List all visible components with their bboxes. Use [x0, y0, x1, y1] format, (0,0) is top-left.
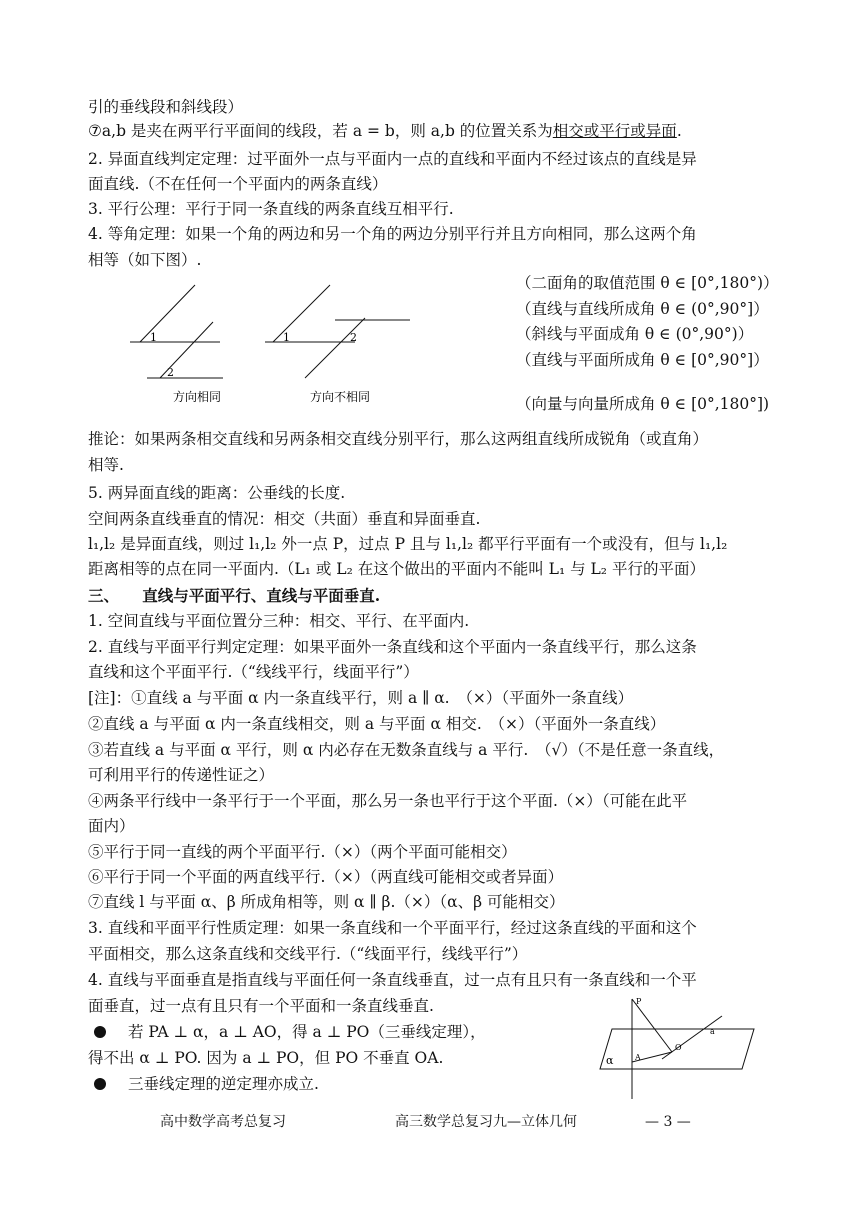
text-line: 面垂直，过一点有且只有一个平面和一条直线垂直.	[88, 997, 434, 1015]
text-line: 2. 直线与平面平行判定定理：如果平面外一条直线和这个平面内一条直线平行，那么这条	[88, 638, 697, 656]
bullet-line	[88, 1072, 319, 1096]
point-label-o: O	[675, 1043, 682, 1052]
angle-range-note: （斜线与平面成角 θ ∈ (0°,90°)）	[516, 325, 754, 343]
text-line: ③若直线 a 与平面 α 平行，则 α 内必存在无数条直线与 a 平行. （√）（不是任意一条直线，	[88, 741, 725, 759]
text-line: ④两条平行线中一条平行于一个平面，那么另一条也平行于这个平面.（×）（可能在此平	[88, 792, 688, 810]
text-span: 三垂线定理的逆定理亦成立.	[128, 1075, 319, 1093]
text-line: ⑥平行于同一个平面的两直线平行.（×）（两直线可能相交或者异面）	[88, 868, 564, 886]
text-line: 面内）	[88, 817, 135, 835]
text-line: ②直线 a 与平面 α 内一条直线相交，则 a 与平面 α 相交. （×）（平面外一条直线）	[88, 715, 666, 733]
text-line: 3. 直线和平面平行性质定理：如果一条直线和一个平面平行，经过这条直线的平面和这个	[88, 919, 697, 937]
text-span: 若 PA ⊥ α，a ⊥ AO，得 a ⊥ PO（三垂线定理），	[128, 1023, 486, 1041]
text-line: 平面相交，那么这条直线和交线平行.（“线面平行，线线平行”）	[88, 945, 528, 963]
angle-range-note: （向量与向量所成角 θ ∈ [0°,180°])	[516, 395, 770, 413]
three-perpendicular-figure	[592, 994, 762, 1104]
point-label-a: A	[635, 1053, 641, 1062]
text-line: 2. 异面直线判定定理：过平面外一点与平面内一点的直线和平面内不经过该点的直线是异	[88, 150, 697, 168]
text-line: 引的垂线段和斜线段）	[88, 98, 244, 116]
bullet-dot	[94, 1078, 106, 1090]
text-line	[88, 119, 682, 143]
angle-label-2: 2	[167, 366, 174, 379]
angle-label-2: 2	[350, 331, 357, 344]
text-line: 相等.	[88, 456, 124, 474]
angle-range-note: （直线与直线所成角 θ ∈ (0°,90°]）	[516, 300, 769, 318]
text-line: 相等（如下图）.	[88, 251, 202, 269]
text-line: l₁,l₂ 是异面直线，则过 l₁,l₂ 外一点 P，过点 P 且与 l₁,l₂ 都平行平面有一个或没有，但与 l₁,l₂	[88, 535, 728, 553]
text-line: 3. 平行公理：平行于同一条直线的两条直线互相平行.	[88, 200, 454, 218]
text-line: 1. 空间直线与平面位置分三种：相交、平行、在平面内.	[88, 612, 470, 630]
plane-label-alpha: α	[606, 1054, 614, 1067]
text-line: ⑤平行于同一直线的两个平面平行.（×）（两个平面可能相交）	[88, 843, 517, 861]
text-line: 空间两条直线垂直的情况：相交（共面）垂直和异面垂直.	[88, 510, 481, 528]
bullet-line	[88, 1020, 486, 1044]
angle-range-note: （二面角的取值范围 θ ∈ [0°,180°)）	[516, 274, 779, 292]
angle-label-1: 1	[283, 331, 290, 344]
text-line: 距离相等的点在同一平面内.（L₁ 或 L₂ 在这个做出的平面内不能叫 L₁ 与 L₂ 平行的平面）	[88, 560, 705, 578]
footer-left: 高中数学高考总复习	[160, 1114, 286, 1130]
point-label-p: P	[636, 997, 642, 1006]
page-number: — 3 —	[645, 1114, 691, 1130]
text-line: [注]：①直线 a 与平面 α 内一条直线平行，则 a ∥ α. （×）（平面外一条直线）	[88, 689, 634, 707]
text-line: 4. 等角定理：如果一个角的两边和另一个角的两边分别平行并且方向相同，那么这两个角	[88, 225, 697, 243]
figure-caption-different: 方向不相同	[310, 390, 371, 404]
line-label-a: a	[710, 1027, 715, 1036]
equal-angle-figure	[125, 280, 425, 410]
angle-label-1: 1	[150, 331, 157, 344]
figure-caption-same: 方向相同	[173, 390, 222, 404]
text-line: 直线和这个平面平行.（“线线平行，线面平行”）	[88, 663, 419, 681]
text-line: ⑦直线 l 与平面 α、β 所成角相等，则 α ∥ β.（×）（α、β 可能相交）	[88, 893, 565, 911]
text-span: ⑦a,b 是夹在两平行平面间的线段，若 a = b，则 a,b 的位置关系为	[88, 122, 553, 140]
text-line: 面直线.（不在任何一个平面内的两条直线）	[88, 175, 388, 193]
text-line: 4. 直线与平面垂直是指直线与平面任何一条直线垂直，过一点有且只有一条直线和一个平	[88, 971, 697, 989]
text-line: 可利用平行的传递性证之）	[88, 766, 275, 784]
section-heading: 三、 直线与平面平行、直线与平面垂直.	[88, 586, 381, 605]
text-line: 得不出 α ⊥ PO. 因为 a ⊥ PO，但 PO 不垂直 OA.	[88, 1049, 444, 1067]
bullet-dot	[94, 1026, 106, 1038]
text-line: 5. 两异面直线的距离：公垂线的长度.	[88, 484, 346, 502]
footer-center: 高三数学总复习九—立体几何	[395, 1114, 577, 1130]
angle-range-note: （直线与平面所成角 θ ∈ [0°,90°]）	[516, 351, 769, 369]
underlined-answer: 相交或平行或异面	[552, 122, 677, 140]
text-span: .	[676, 122, 682, 140]
text-line: 推论：如果两条相交直线和另两条相交直线分别平行，那么这两组直线所成锐角（或直角）	[88, 430, 709, 448]
